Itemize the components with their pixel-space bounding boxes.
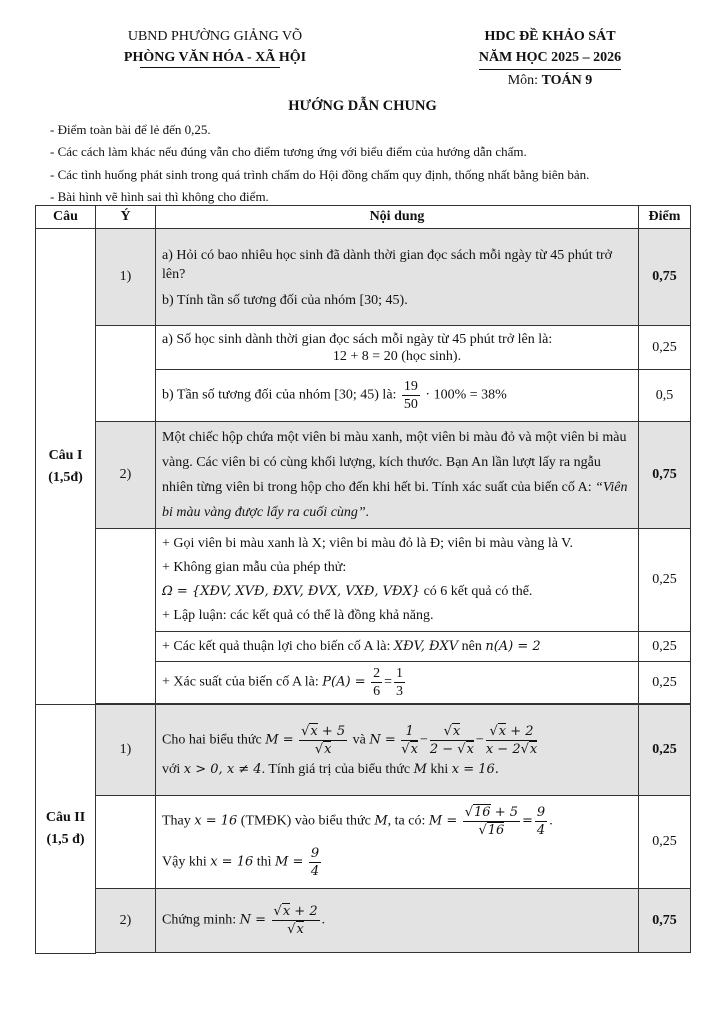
- col-header-score: Điểm: [639, 206, 691, 229]
- step-text: có 6 kết quả có thể.: [420, 584, 533, 599]
- document-title: HDC ĐỀ KHẢO SÁT: [484, 29, 616, 44]
- table-row: [36, 796, 691, 889]
- col-header-question: Câu: [36, 206, 96, 229]
- subject-line: [440, 70, 660, 91]
- question-text: [156, 229, 639, 326]
- radicand: x: [282, 904, 291, 919]
- math-expression: n(A) = 2: [485, 638, 541, 654]
- header-right: [440, 26, 660, 91]
- denominator: x − 2√x: [485, 741, 538, 757]
- score-cell: 0,25: [639, 326, 691, 370]
- math-expression: x > 0, x ≠ 4: [183, 761, 262, 777]
- favorable-outcomes: [156, 632, 639, 662]
- numerator: 9: [536, 805, 546, 820]
- question-quote: “Viên bi màu vàng được lấy ra cuối cùng”.: [162, 480, 628, 520]
- item-index-empty: [96, 326, 156, 422]
- step-line: + Lập luận: các kết quả có thể là đồng khả năng.: [162, 608, 434, 623]
- numerator: 9: [310, 846, 320, 861]
- denominator: 3: [396, 684, 404, 699]
- fraction: [272, 903, 320, 938]
- condition-line: [162, 762, 632, 778]
- math-expression: M =: [275, 854, 304, 870]
- col-header-content: Nội dung: [156, 206, 639, 229]
- subject-label: Môn:: [507, 73, 542, 88]
- math-expression: M =: [428, 813, 458, 829]
- item-index: 1): [96, 229, 156, 326]
- score-cell: 0,25: [639, 529, 691, 632]
- item-index: 1): [96, 705, 156, 796]
- score-cell: 0,75: [639, 422, 691, 529]
- radicand: x: [452, 723, 461, 739]
- step-line: [162, 580, 632, 604]
- question-text: [156, 422, 639, 529]
- question-label-cell: [36, 705, 96, 954]
- answer-part-a: [156, 326, 639, 370]
- answer-line: [162, 845, 632, 880]
- note-item: - Điểm toàn bài để lẻ đến 0,25.: [50, 122, 211, 137]
- question-points: (1,5đ): [48, 469, 83, 485]
- score-cell: 0,25: [639, 632, 691, 662]
- fraction: [371, 665, 382, 700]
- score-cell: 0,75: [639, 229, 691, 326]
- radicand: x: [296, 922, 304, 937]
- fraction: [535, 804, 547, 839]
- step-line: + Không gian mẫu của phép thử:: [162, 560, 347, 575]
- fraction: [299, 723, 347, 758]
- header-left: [90, 26, 340, 68]
- question-body: Cho hai biểu thức: [162, 732, 266, 748]
- math-expression: M: [374, 813, 388, 829]
- answer-line: a) Số học sinh dành thời gian đọc sách mỗi ngày từ 45 phút trở lên là:: [162, 331, 553, 347]
- math-expression: N =: [239, 912, 267, 928]
- question-label: Câu I: [48, 447, 83, 463]
- denominator: √x: [314, 741, 332, 757]
- score-cell: 0,25: [639, 662, 691, 704]
- section-title: HƯỚNG DẪN CHUNG: [288, 98, 437, 114]
- denominator: 4: [310, 864, 320, 879]
- math-expression: M =: [265, 732, 294, 748]
- numerator: 1: [401, 723, 418, 741]
- radicand: x: [410, 741, 418, 757]
- numerator: √x + 2: [486, 723, 537, 741]
- answer-text: b) Tần số tương đối của nhóm [30; 45) là:: [162, 387, 397, 403]
- numerator: √x: [430, 723, 474, 741]
- question-label-cell: [36, 229, 96, 705]
- fraction: [463, 804, 520, 839]
- question-text: Chứng minh: N = $\frac{√x + 2}{√x}$ .: [156, 889, 639, 953]
- school-year: NĂM HỌC 2025 – 2026: [479, 47, 621, 70]
- numerator: √x + 5: [301, 723, 346, 739]
- math-expression: N =: [369, 732, 396, 748]
- radicand: 16: [474, 805, 491, 820]
- fraction: [430, 723, 474, 758]
- answer-text: (TMĐK) vào biểu thức: [237, 813, 375, 829]
- question-label: Câu II: [45, 809, 86, 825]
- denominator: √x: [401, 741, 418, 757]
- step-text: + Xác suất của biến cố A là:: [162, 674, 323, 690]
- question-body: với: [162, 761, 184, 777]
- answer-text: thì: [253, 854, 276, 870]
- general-notes: [50, 119, 690, 208]
- item-index: 2): [96, 889, 156, 953]
- radicand: x: [529, 741, 538, 757]
- question-text: [156, 705, 639, 796]
- item-index-empty: [96, 796, 156, 889]
- answer-line: 12 + 8 = 20 (học sinh).: [332, 348, 462, 364]
- question-body: khi: [426, 761, 452, 777]
- denominator: 2 − √x: [429, 741, 474, 757]
- step-text: + Các kết quả thuận lợi cho biến cố A là:: [162, 638, 394, 654]
- math-expression: XĐV, ĐXV: [393, 638, 459, 654]
- denominator: √x: [287, 922, 304, 937]
- denominator: 4: [536, 823, 546, 838]
- table-row: [36, 529, 691, 632]
- item-index: 2): [96, 422, 156, 529]
- question-body: Một chiếc hộp chứa một viên bi màu xanh, một viên bi màu đỏ và một viên bi màu vàng. Các viên bi có cùng khối lượng, kích thước. Bạn An lần lượt lấy ra ngẫu nhiên từng viên bi trong hộp cho đến khi hết bi. Tính xác suất của biến cố A:: [162, 430, 627, 495]
- math-expression: x = 16.: [451, 761, 499, 777]
- fraction: [402, 378, 420, 413]
- answer-part-b: [156, 370, 639, 422]
- math-expression: + 2: [506, 723, 534, 739]
- math-expression: 2 −: [429, 741, 458, 757]
- question-points: (1,5 đ): [46, 831, 85, 847]
- numerator: 19: [403, 379, 418, 394]
- table-header-row: [36, 206, 691, 229]
- step-line: + Gọi viên bi màu xanh là X; viên bi màu đỏ là Đ; viên bi màu vàng là V.: [162, 536, 573, 551]
- answer-text: Thay: [162, 813, 195, 829]
- grading-table: [35, 205, 691, 954]
- radicand: x: [324, 741, 332, 757]
- table-row: [36, 326, 691, 370]
- department-name: PHÒNG VĂN HÓA - XÃ HỘI: [123, 50, 307, 65]
- numerator: √16 + 5: [464, 805, 519, 820]
- question-body: và: [352, 732, 370, 748]
- score-cell: 0,5: [639, 370, 691, 422]
- math-expression: x = 16: [194, 813, 238, 829]
- question-part-b: b) Tính tần số tương đối của nhóm [30; 45).: [162, 292, 408, 308]
- table-row: [36, 229, 691, 326]
- note-item: - Các cách làm khác nếu đúng vẫn cho điểm tương ứng với biểu điểm của hướng dẫn chấm.: [50, 144, 527, 160]
- radicand: x: [498, 723, 507, 739]
- numerator: 2: [373, 666, 381, 681]
- solution-steps: [156, 529, 639, 632]
- score-cell: 0,25: [639, 796, 691, 889]
- math-expression: x − 2: [485, 741, 521, 757]
- numerator: 1: [396, 666, 404, 681]
- math-expression: + 2: [290, 904, 318, 919]
- math-expression: + 5: [490, 805, 519, 820]
- subject-value: TOÁN 9: [541, 73, 593, 88]
- math-expression: + 5: [317, 723, 346, 739]
- math-expression: M: [413, 761, 427, 777]
- table-row-spacer: [36, 953, 691, 954]
- math-expression: · 100% = 38%: [425, 387, 507, 403]
- table-row: [36, 705, 691, 796]
- header-divider: [140, 67, 280, 68]
- question-part-a: a) Hỏi có bao nhiêu học sinh đã dành thời gian đọc sách mỗi ngày từ 45 phút trở lên?: [162, 247, 613, 282]
- fraction: [309, 845, 321, 880]
- probability-result: + Xác suất của biến cố A là: P(A) = $\frac{2}{6}$ = $\frac{1}{3}$: [156, 662, 639, 704]
- table-row: [36, 422, 691, 529]
- radicand: 16: [487, 823, 505, 838]
- note-item: - Bài hình vẽ hình sai thì không cho điểm.: [50, 188, 269, 204]
- math-expression: =: [522, 813, 533, 829]
- ward-name: UBND PHƯỜNG GIẢNG VÕ: [127, 29, 303, 44]
- answer-block: [156, 796, 639, 889]
- radicand: x: [466, 741, 474, 757]
- denominator: 6: [373, 684, 381, 699]
- sample-space: Ω = {XĐV, XVĐ, ĐXV, ĐVX, VXĐ, VĐX}: [162, 584, 421, 599]
- math-expression: P(A) =: [322, 674, 366, 690]
- item-index-empty: [96, 529, 156, 704]
- col-header-item: Ý: [96, 206, 156, 229]
- table-row: [36, 889, 691, 953]
- question-body: Chứng minh:: [162, 912, 240, 928]
- step-text: nên: [458, 638, 486, 654]
- fraction: [394, 665, 405, 700]
- note-item: - Các tình huống phát sinh trong quá trình chấm do Hội đồng chấm quy định, thống nhất bằng biên bản.: [50, 166, 590, 182]
- denominator: √16: [478, 823, 505, 838]
- answer-text: Vậy khi: [162, 854, 211, 870]
- fraction: [401, 723, 418, 758]
- numerator: √x + 2: [273, 904, 318, 919]
- answer-line: Thay x = 16 (TMĐK) vào biểu thức M, ta có: M = $\frac{√16 + 5}{√16}$ = $\frac{9}{4}$ .: [162, 805, 553, 838]
- score-cell: 0,25: [639, 705, 691, 796]
- score-cell: 0,75: [639, 889, 691, 953]
- fraction: [486, 723, 537, 758]
- radicand: x: [310, 723, 318, 739]
- denominator: 50: [403, 397, 418, 412]
- answer-text: , ta có:: [387, 813, 429, 829]
- math-expression: x = 16: [210, 854, 254, 870]
- expression-line: Cho hai biểu thức M = $\frac{√x + 5}{√x}$ và N = $\frac{1}{√x}$ − $\frac{√x}{2 - √x}$ − $\frac{√x + 2}{x - 2√x}$: [162, 723, 538, 757]
- question-body: . Tính giá trị của biểu thức: [261, 761, 414, 777]
